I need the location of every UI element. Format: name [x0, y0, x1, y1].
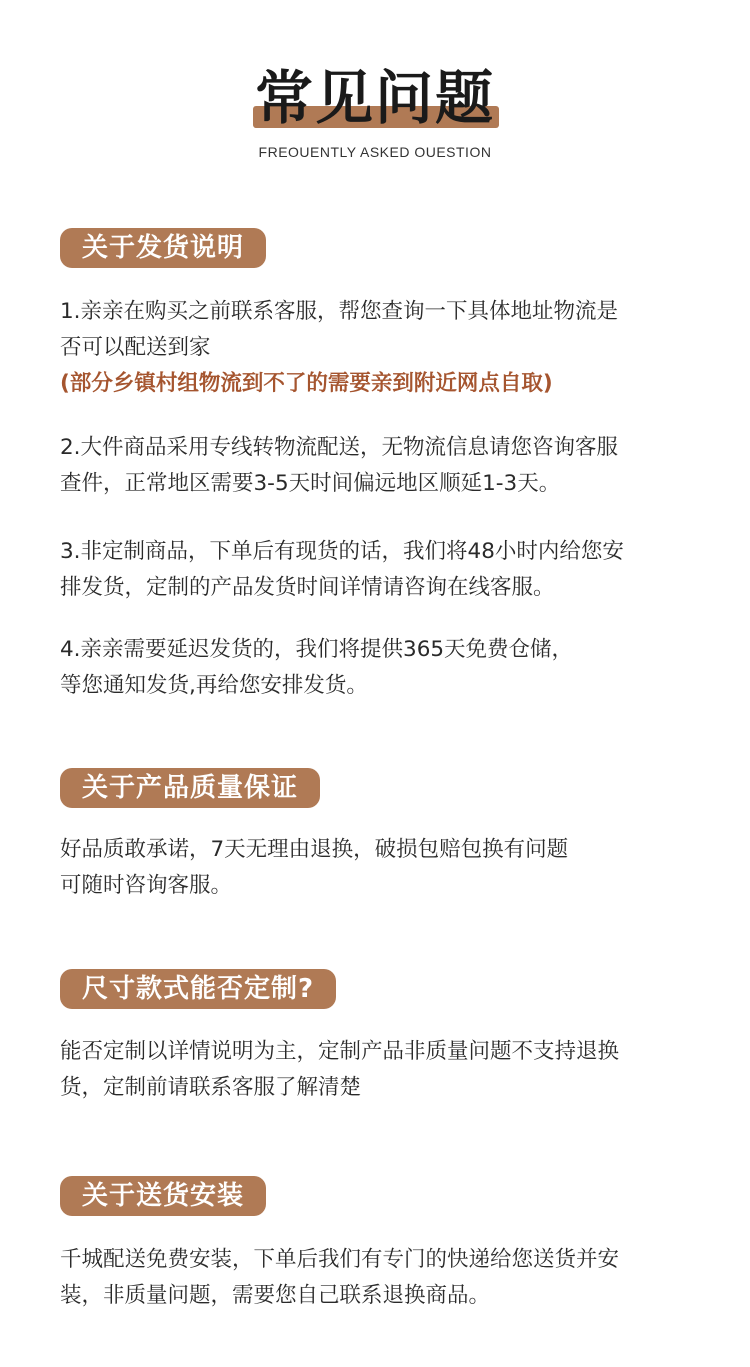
text-line: 货，定制前请联系客服了解清楚 — [60, 1075, 362, 1100]
text-line: 能否定制以详情说明为主，定制产品非质量问题不支持退换 — [60, 1039, 620, 1064]
text-line: 等您通知发货,再给您安排发货。 — [60, 673, 368, 698]
title-wrap — [255, 62, 495, 134]
delivery-item — [60, 1242, 690, 1314]
shipping-item-3 — [60, 534, 690, 606]
quality-item — [60, 832, 690, 904]
text-line: 装，非质量问题，需要您自己联系退换商品。 — [60, 1283, 491, 1308]
text-line: 好品质敢承诺，7天无理由退换，破损包赔包换有问题 — [60, 837, 569, 862]
text-line: 否可以配送到家 — [60, 335, 211, 360]
page-subtitle: FREOUENTLY ASKED OUESTION — [258, 144, 492, 160]
section-heading-shipping: 关于发货说明 — [60, 228, 266, 268]
shipping-item-2 — [60, 430, 690, 502]
shipping-item-1 — [60, 294, 690, 402]
page-header — [0, 62, 750, 160]
section-heading-delivery: 关于送货安装 — [60, 1176, 266, 1216]
text-line: 1.亲亲在购买之前联系客服，帮您查询一下具体地址物流是 — [60, 299, 619, 324]
text-line: 排发货，定制的产品发货时间详情请咨询在线客服。 — [60, 575, 555, 600]
shipping-item-4 — [60, 632, 690, 704]
section-heading-customization: 尺寸款式能否定制? — [60, 969, 336, 1009]
highlight-note: (部分乡镇村组物流到不了的需要亲到附近网点自取) — [60, 371, 553, 396]
section-heading-quality: 关于产品质量保证 — [60, 768, 320, 808]
text-line: 4.亲亲需要延迟发货的，我们将提供365天免费仓储， — [60, 637, 574, 662]
customization-item — [60, 1034, 690, 1106]
text-line: 查件，正常地区需要3-5天时间偏远地区顺延1-3天。 — [60, 471, 561, 496]
text-line: 可随时咨询客服。 — [60, 873, 233, 898]
page-title: 常见问题 — [254, 64, 495, 132]
text-line: 千城配送免费安装，下单后我们有专门的快递给您送货并安 — [60, 1247, 620, 1272]
text-line: 3.非定制商品，下单后有现货的话，我们将48小时内给您安 — [60, 539, 624, 564]
text-line: 2.大件商品采用专线转物流配送，无物流信息请您咨询客服 — [60, 435, 619, 460]
